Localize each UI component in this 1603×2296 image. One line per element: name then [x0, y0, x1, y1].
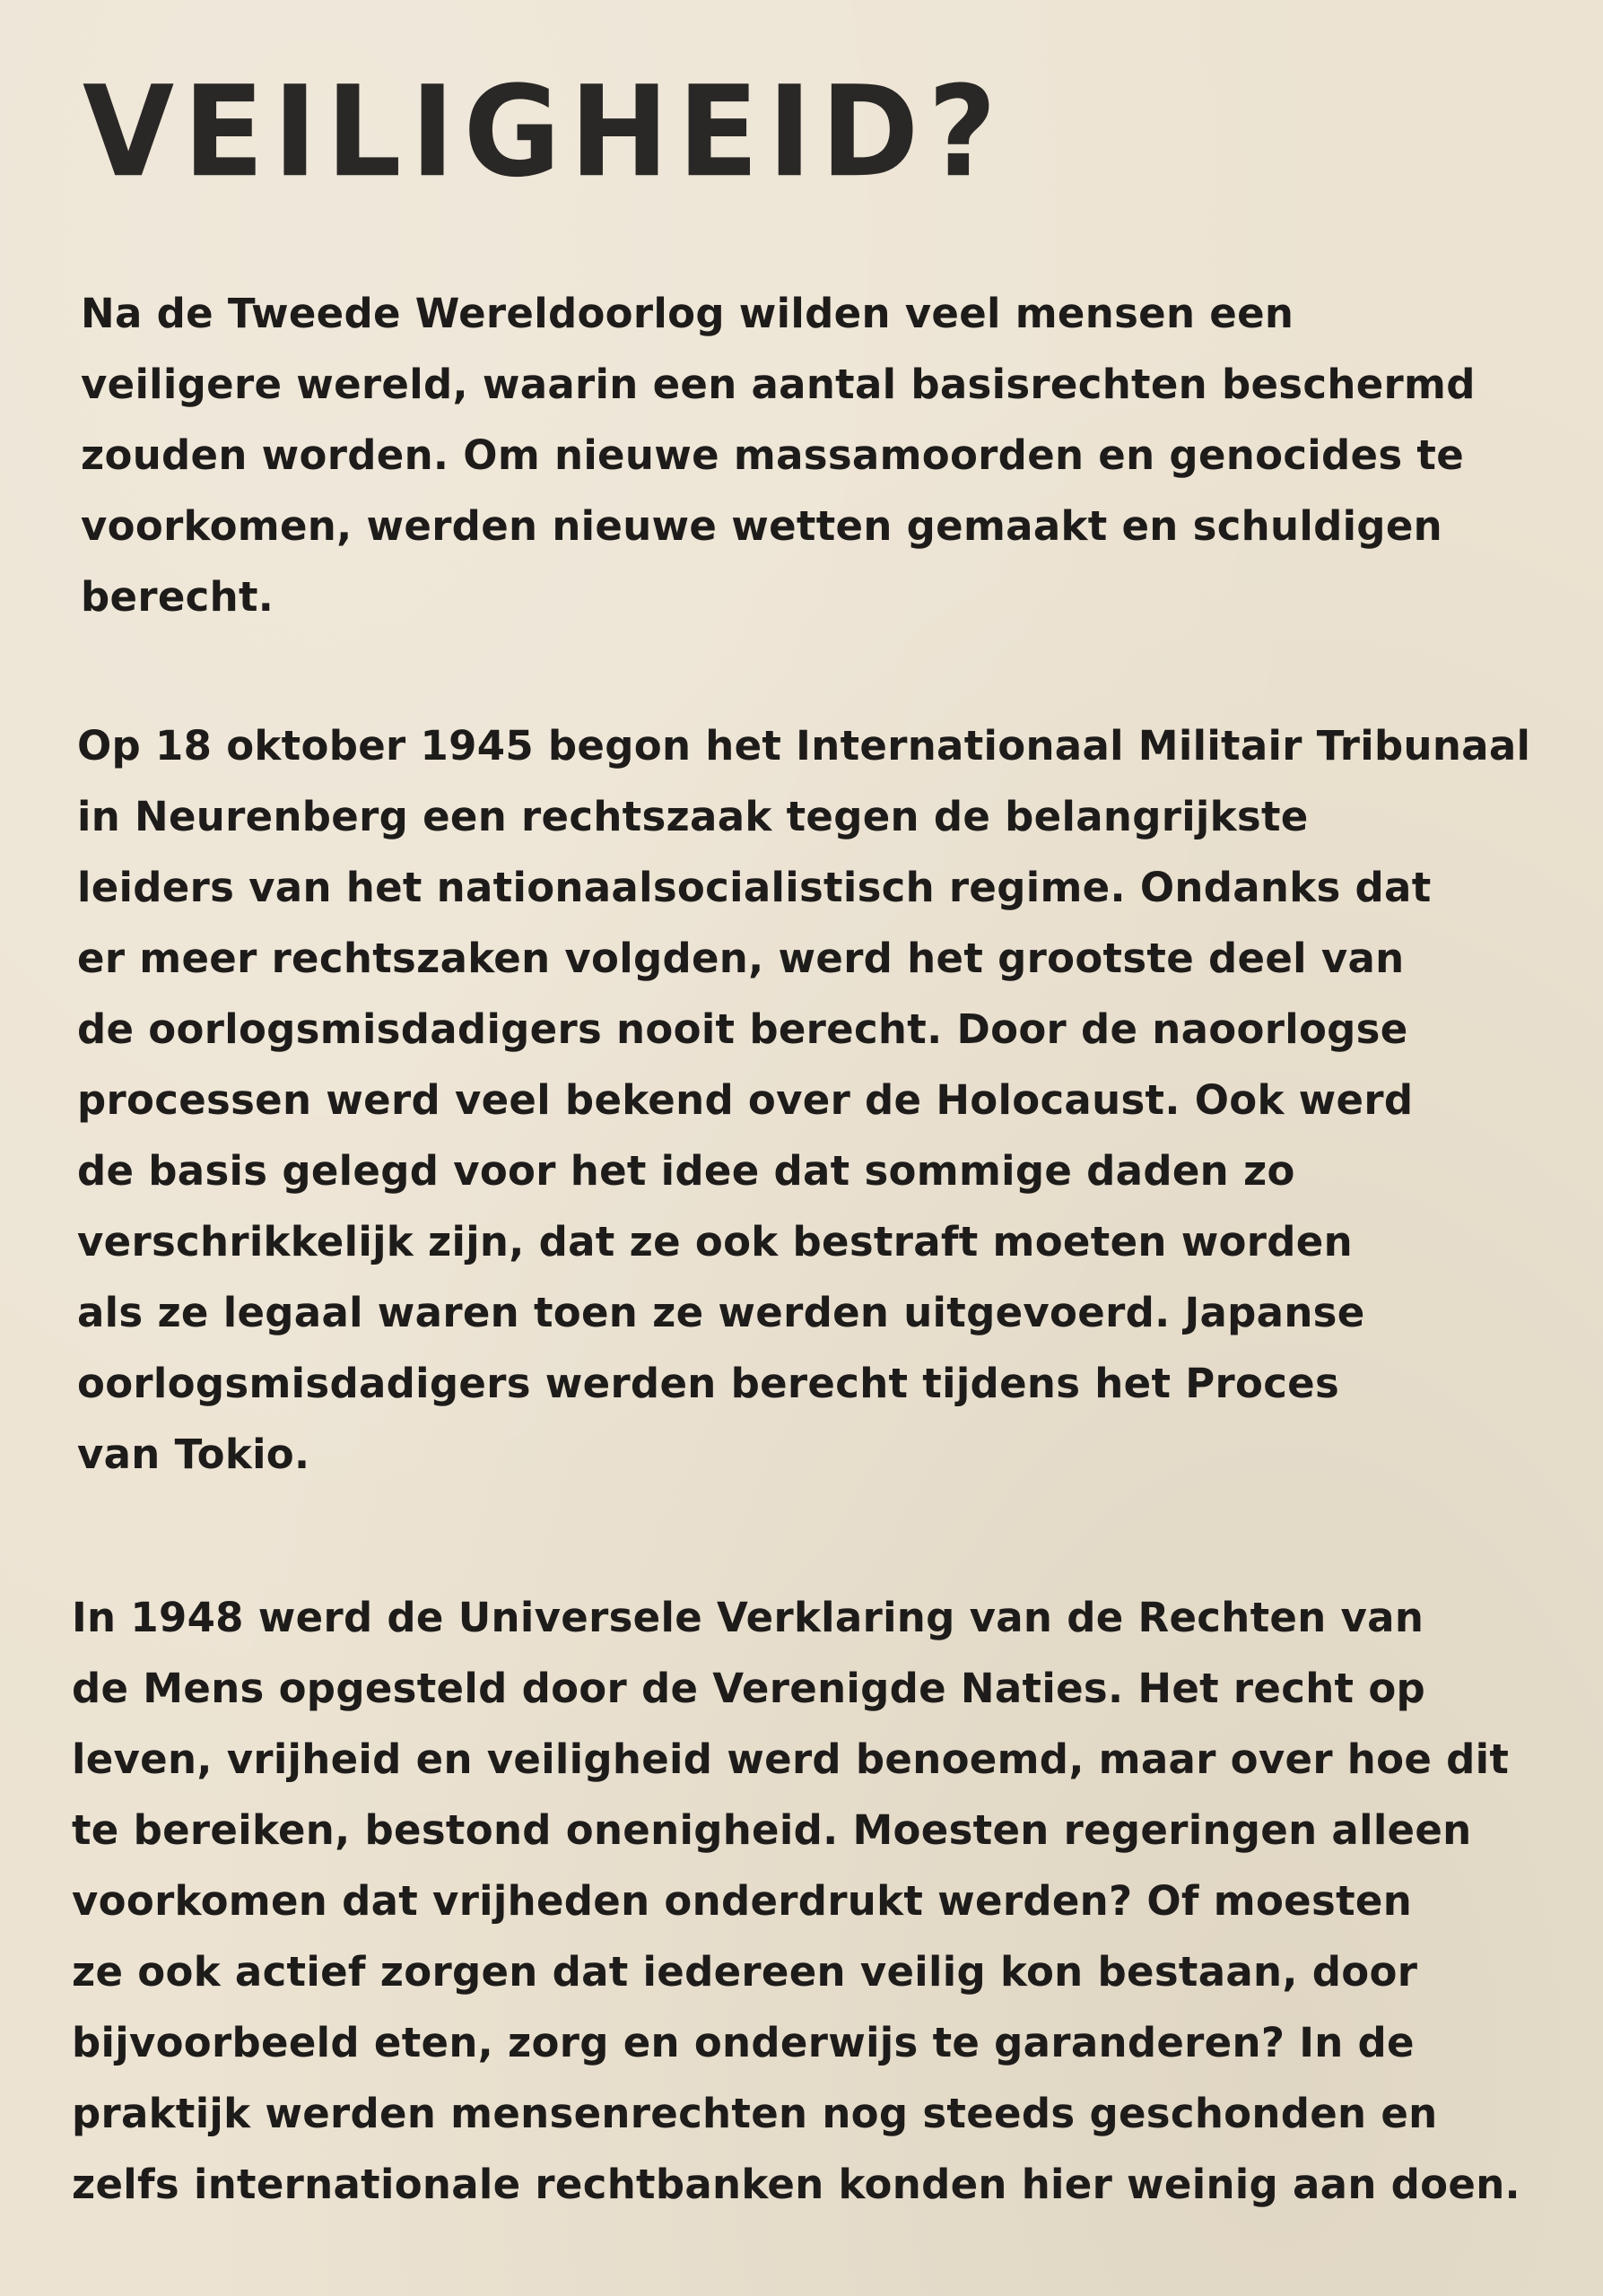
panel-title: VEILIGHEID?	[83, 58, 1006, 206]
paragraph-human-rights: In 1948 werd de Universele Verklaring van de Rechten van de Mens opgesteld door de Verenigde Naties. Het recht op leven, vrijheid en veiligheid werd benoemd, maar over hoe dit te bereiken, bestond onenigheid. Moesten regeringen alleen voorkomen dat vrijheden onderdrukt werden? Of moesten ze ook actief zorgen dat iedereen veilig kon bestaan, door bijvoorbeeld eten, zorg en onderwijs te garanderen? In de praktijk werden mensenrechten nog steeds geschonden en zelfs internationale rechtbanken konden hier weinig aan doen.	[72, 1594, 1520, 2208]
paragraph-tribunal: Op 18 oktober 1945 begon het Internationaal Militair Tribunaal in Neurenberg een rechtszaak tegen de belangrijkste leiders van het nationaalsocialistisch regime. Ondanks dat er meer rechtszaken volgden, werd het grootste deel van de oorlogsmisdadigers nooit berecht. Door de naoorlogse processen werd veel bekend over de Holocaust. Ook werd de basis gelegd voor het idee dat sommige daden zo verschrikkelijk zijn, dat ze ook bestraft moeten worden als ze legaal waren toen ze werden uitgevoerd. Japanse oorlogsmisdadigers werden berecht tijdens het Proces van Tokio.	[77, 722, 1531, 1478]
paragraph-intro: Na de Tweede Wereldoorlog wilden veel mensen een veiligere wereld, waarin een aantal basisrechten beschermd zouden worden. Om nieuwe massamoorden en genocides te voorkomen, werden nieuwe wetten gemaakt en schuldigen berecht.	[81, 290, 1476, 621]
